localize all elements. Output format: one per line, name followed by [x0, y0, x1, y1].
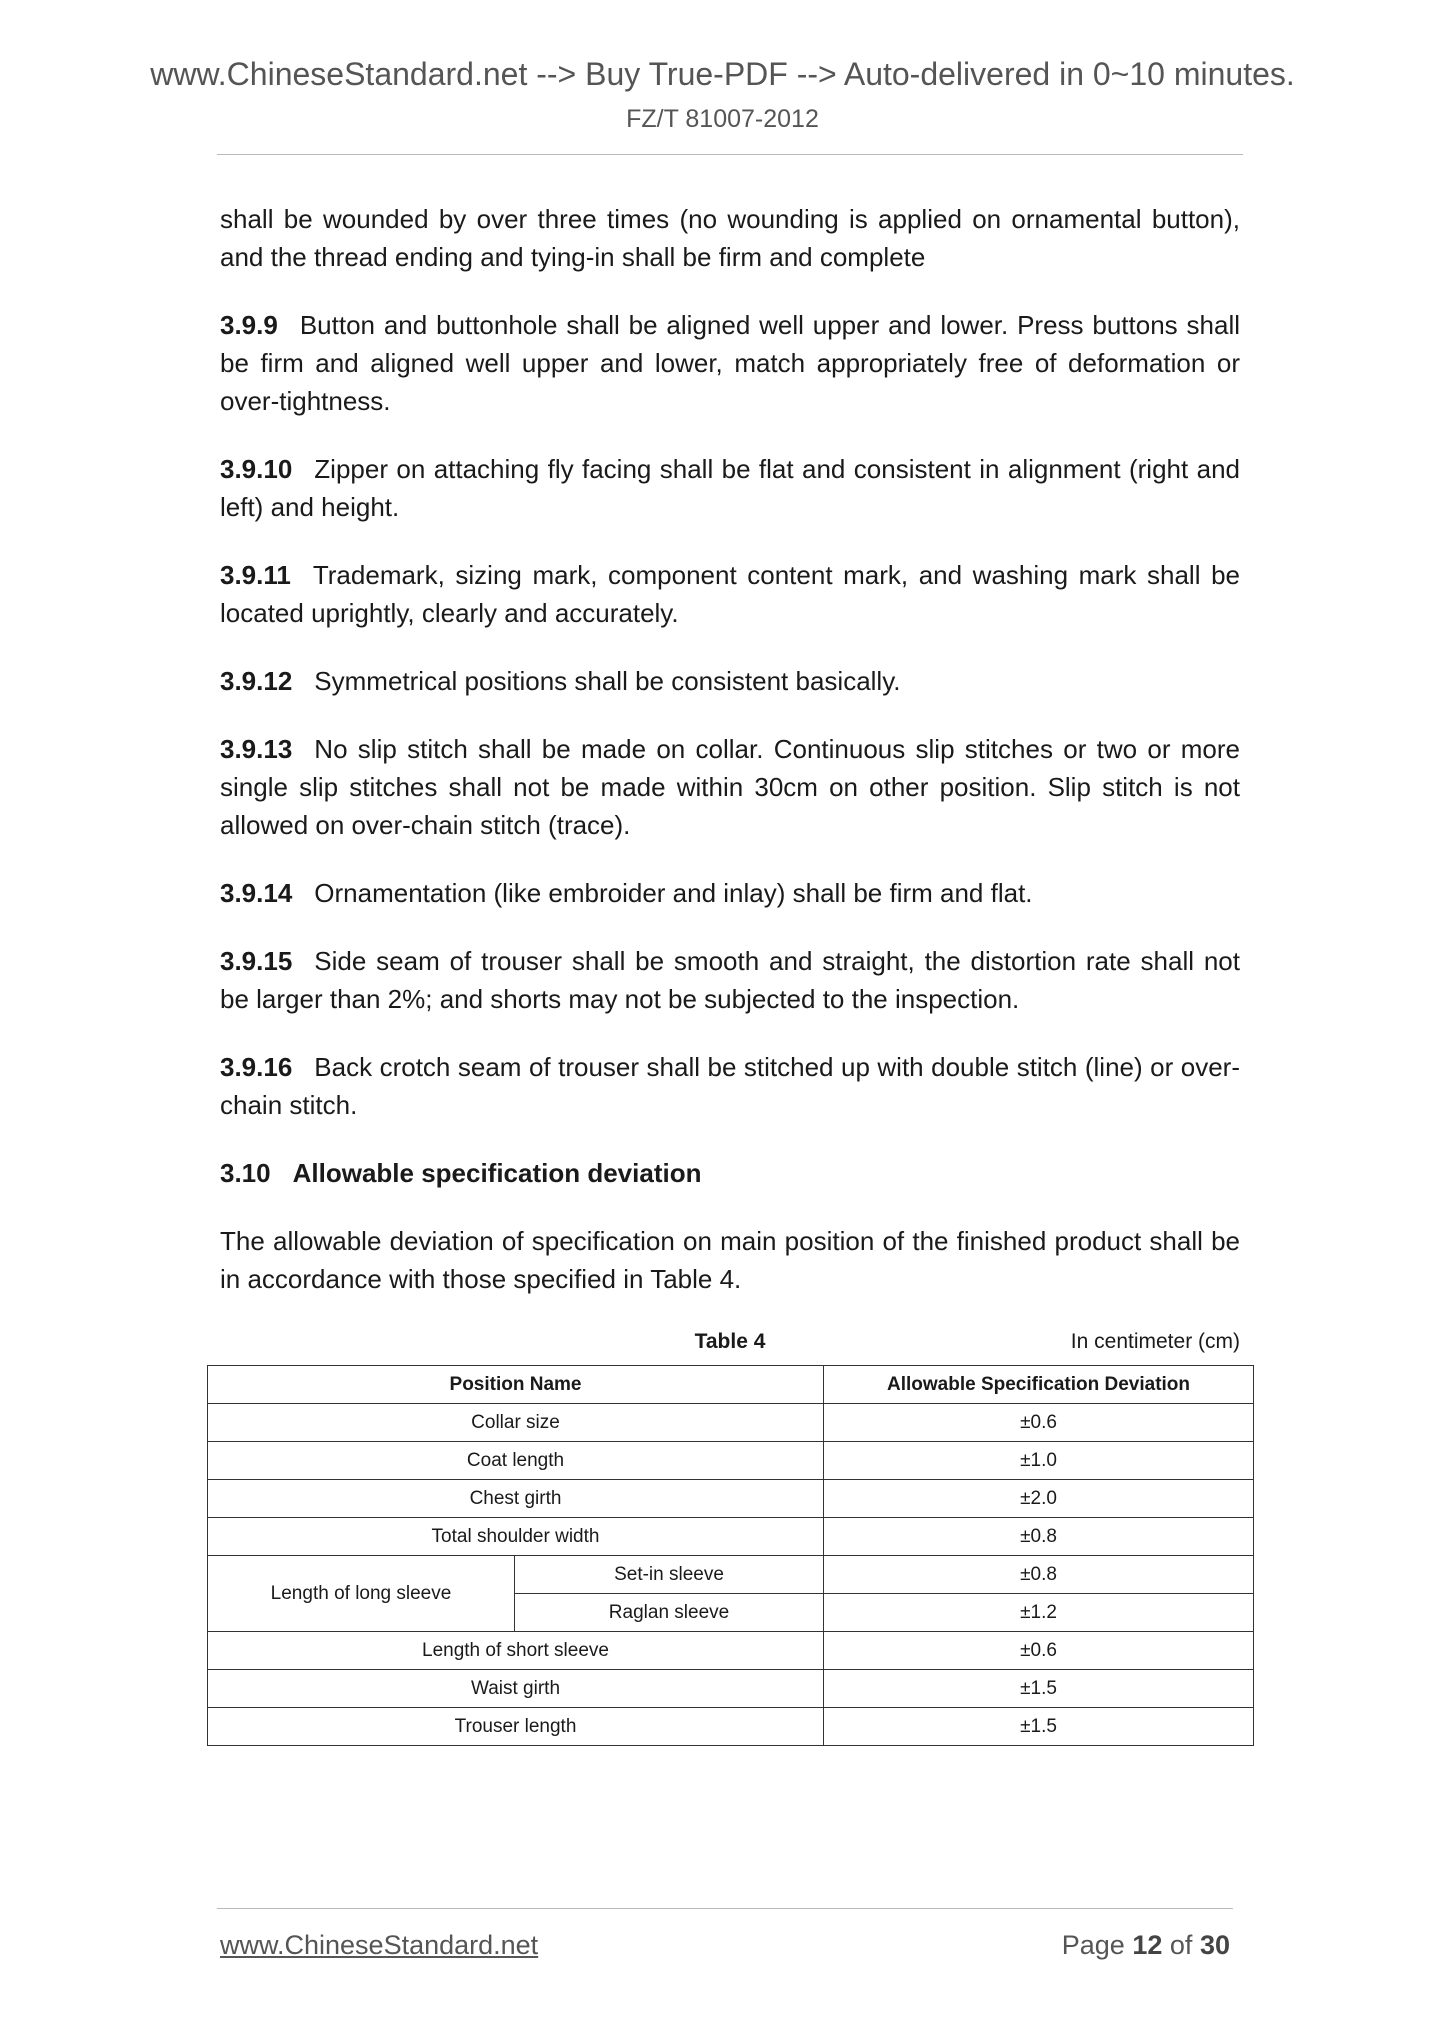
sub-position-cell: Set-in sleeve	[515, 1556, 824, 1594]
clause-number: 3.9.15	[220, 946, 293, 976]
header-deviation: Allowable Specification Deviation	[824, 1366, 1254, 1404]
clause-3-9-12	[220, 662, 1240, 700]
clause-number: 3.9.9	[220, 310, 278, 340]
clause-number: 3.9.16	[220, 1052, 293, 1082]
deviation-cell: ±2.0	[824, 1480, 1254, 1518]
position-name-cell: Coat length	[208, 1442, 824, 1480]
deviation-cell: ±1.5	[824, 1670, 1254, 1708]
deviation-cell: ±0.6	[824, 1404, 1254, 1442]
clause-3-9-10	[220, 450, 1240, 526]
deviation-cell: ±0.6	[824, 1632, 1254, 1670]
clause-3-9-11	[220, 556, 1240, 632]
header-position-name: Position Name	[208, 1366, 824, 1404]
table-row	[208, 1670, 1254, 1708]
page-current: 12	[1132, 1930, 1163, 1960]
table-row	[208, 1556, 1254, 1594]
clause-text: Symmetrical positions shall be consistent basically.	[314, 666, 901, 696]
clause-3-9-9	[220, 306, 1240, 420]
clause-3-9-15	[220, 942, 1240, 1018]
table-row	[208, 1442, 1254, 1480]
clause-text: Button and buttonhole shall be aligned well upper and lower. Press buttons shall be firm and aligned well upper and lower, match appropriately free of deformation or over-tightness.	[220, 310, 1240, 416]
clause-text: Side seam of trouser shall be smooth and straight, the distortion rate shall not be larger than 2%; and shorts may not be subjected to the inspection.	[220, 946, 1240, 1014]
page-of: of	[1169, 1930, 1193, 1960]
deviation-table	[207, 1365, 1254, 1746]
clause-text: Ornamentation (like embroider and inlay) shall be firm and flat.	[314, 878, 1033, 908]
footer-site-link[interactable]: www.ChineseStandard.net	[220, 1930, 539, 1960]
table-row	[208, 1480, 1254, 1518]
clause-3-9-16	[220, 1048, 1240, 1124]
table-title: Table 4	[694, 1330, 766, 1353]
position-name-cell: Length of short sleeve	[208, 1632, 824, 1670]
clause-text: Trademark, sizing mark, component content mark, and washing mark shall be located uprightly, clearly and accurately.	[220, 560, 1240, 628]
group-name-cell: Length of long sleeve	[208, 1556, 515, 1632]
deviation-cell: ±0.8	[824, 1556, 1254, 1594]
page-number	[1062, 1930, 1230, 1961]
page-prefix: Page	[1061, 1930, 1125, 1960]
clause-number: 3.9.14	[220, 878, 293, 908]
section-number: 3.10	[220, 1158, 271, 1188]
deviation-cell: ±1.2	[824, 1594, 1254, 1632]
table-row	[208, 1518, 1254, 1556]
header-rule	[217, 154, 1243, 155]
intro-paragraph: shall be wounded by over three times (no wounding is applied on ornamental button), and the thread ending and tying-in shall be firm and complete	[220, 204, 1240, 272]
table-row	[208, 1404, 1254, 1442]
page-total: 30	[1199, 1930, 1230, 1960]
table-header-row	[208, 1366, 1254, 1404]
page-body	[220, 200, 1240, 1328]
clause-number: 3.9.11	[220, 560, 291, 590]
section-heading	[220, 1154, 1240, 1192]
position-name-cell: Trouser length	[208, 1708, 824, 1746]
clause-number: 3.9.12	[220, 666, 293, 696]
deviation-cell: ±0.8	[824, 1518, 1254, 1556]
section-title: Allowable specification deviation	[292, 1158, 702, 1188]
clause-3-9-13	[220, 730, 1240, 844]
clause-number: 3.9.10	[220, 454, 293, 484]
position-name-cell: Total shoulder width	[208, 1518, 824, 1556]
clause-text: Back crotch seam of trouser shall be stitched up with double stitch (line) or over-chain stitch.	[220, 1052, 1240, 1120]
deviation-cell: ±1.5	[824, 1708, 1254, 1746]
position-name-cell: Chest girth	[208, 1480, 824, 1518]
clause-number: 3.9.13	[220, 734, 293, 764]
document-id: FZ/T 81007-2012	[626, 105, 819, 133]
clause-3-9-14	[220, 874, 1240, 912]
clause-text: Zipper on attaching fly facing shall be flat and consistent in alignment (right and left) and height.	[220, 454, 1240, 522]
table-row	[208, 1632, 1254, 1670]
header-banner: www.ChineseStandard.net --> Buy True-PDF --> Auto-delivered in 0~10 minutes.	[150, 56, 1295, 92]
section-paragraph: The allowable deviation of specification on main position of the finished product shall be in accordance with those specified in Table 4.	[220, 1226, 1240, 1294]
position-name-cell: Collar size	[208, 1404, 824, 1442]
table-caption	[220, 1330, 1240, 1360]
deviation-cell: ±1.0	[824, 1442, 1254, 1480]
sub-position-cell: Raglan sleeve	[515, 1594, 824, 1632]
table-row	[208, 1708, 1254, 1746]
clause-text: No slip stitch shall be made on collar. Continuous slip stitches or two or more single slip stitches shall not be made within 30cm on other position. Slip stitch is not allowed on over-chain stitch (trace).	[220, 734, 1240, 840]
footer-rule	[217, 1908, 1233, 1909]
table-unit: In centimeter (cm)	[1070, 1330, 1240, 1353]
position-name-cell: Waist girth	[208, 1670, 824, 1708]
